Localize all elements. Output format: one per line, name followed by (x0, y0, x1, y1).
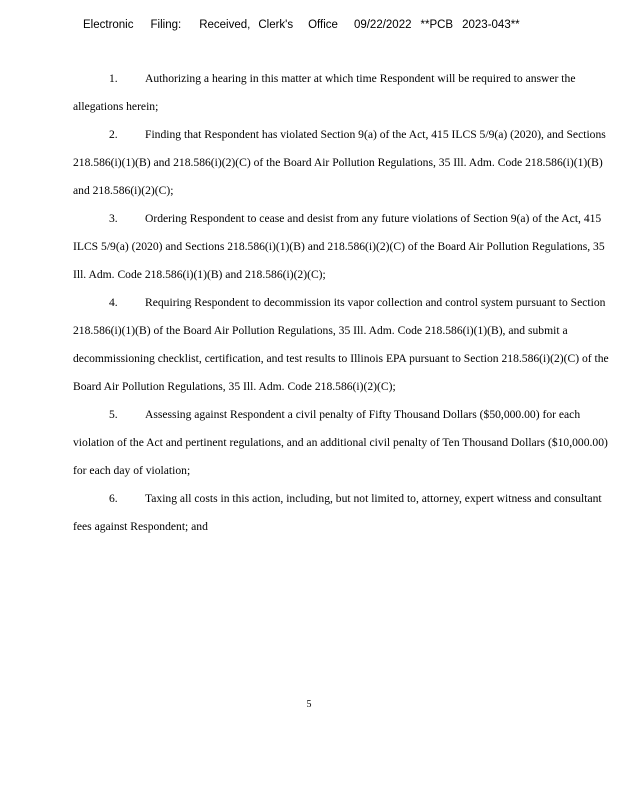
item-text: Requiring Respondent to decommission its vapor collection and control system pursuant to Section 218.586(i)(1)(B) of the Board Air Pollution Regulations, 35 Ill. Adm. Code 218.586(i)(1)(B), and submit a decommissioning checklist, certification, and test results to Illinois EPA pursuant to Section 218.586(i)(2)(C) of the Board Air Pollution Regulations, 35 Ill. Adm. Code 218.586(i)(2)(C); (73, 296, 609, 393)
item-number: 5. (109, 408, 118, 421)
item-number: 2. (109, 128, 118, 141)
header-case: **PCB (420, 19, 454, 31)
list-item (73, 121, 613, 205)
header-received: Received, (199, 19, 251, 31)
item-number: 3. (109, 212, 118, 225)
item-text: Ordering Respondent to cease and desist from any future violations of Section 9(a) of the Act, 415 ILCS 5/9(a) (2020) and Sections 218.586(i)(1)(B) and 218.586(i)(2)(C) of the Board Air Pollution Regulations, 35 Ill. Adm. Code 218.586(i)(1)(B) and 218.586(i)(2)(C); (73, 212, 605, 281)
header-clerks: Clerk's (258, 19, 294, 31)
item-text: Assessing against Respondent a civil penalty of Fifty Thousand Dollars ($50,000.00) for each violation of the Act and pertinent regulations, and an additional civil penalty of Ten Thousand Dollars ($10,000.00) for each day of violation; (73, 408, 608, 477)
item-number: 6. (109, 492, 118, 505)
item-number: 1. (109, 72, 118, 85)
filing-header (83, 19, 520, 31)
header-case-number: 2023-043** (462, 19, 520, 31)
header-electronic: Electronic (83, 19, 134, 31)
header-filing: Filing: (150, 19, 182, 31)
prayer-for-relief-list (73, 65, 613, 541)
list-item (73, 65, 613, 121)
page-number: 5 (306, 699, 312, 710)
list-item (73, 485, 613, 541)
header-date: 09/22/2022 (353, 19, 412, 31)
list-item (73, 205, 613, 289)
item-text: Taxing all costs in this action, including, but not limited to, attorney, expert witness and consultant fees against Respondent; and (73, 492, 602, 533)
list-item (73, 289, 613, 401)
list-item (73, 401, 613, 485)
header-office: Office (308, 19, 338, 31)
item-text: Authorizing a hearing in this matter at which time Respondent will be required to answer the allegations herein; (73, 72, 576, 113)
item-text: Finding that Respondent has violated Section 9(a) of the Act, 415 ILCS 5/9(a) (2020), and Sections 218.586(i)(1)(B) and 218.586(i)(2)(C) of the Board Air Pollution Regulations, 35 Ill. Adm. Code 218.586(i)(1)(B) and 218.586(i)(2)(C); (73, 128, 606, 197)
item-number: 4. (109, 296, 118, 309)
